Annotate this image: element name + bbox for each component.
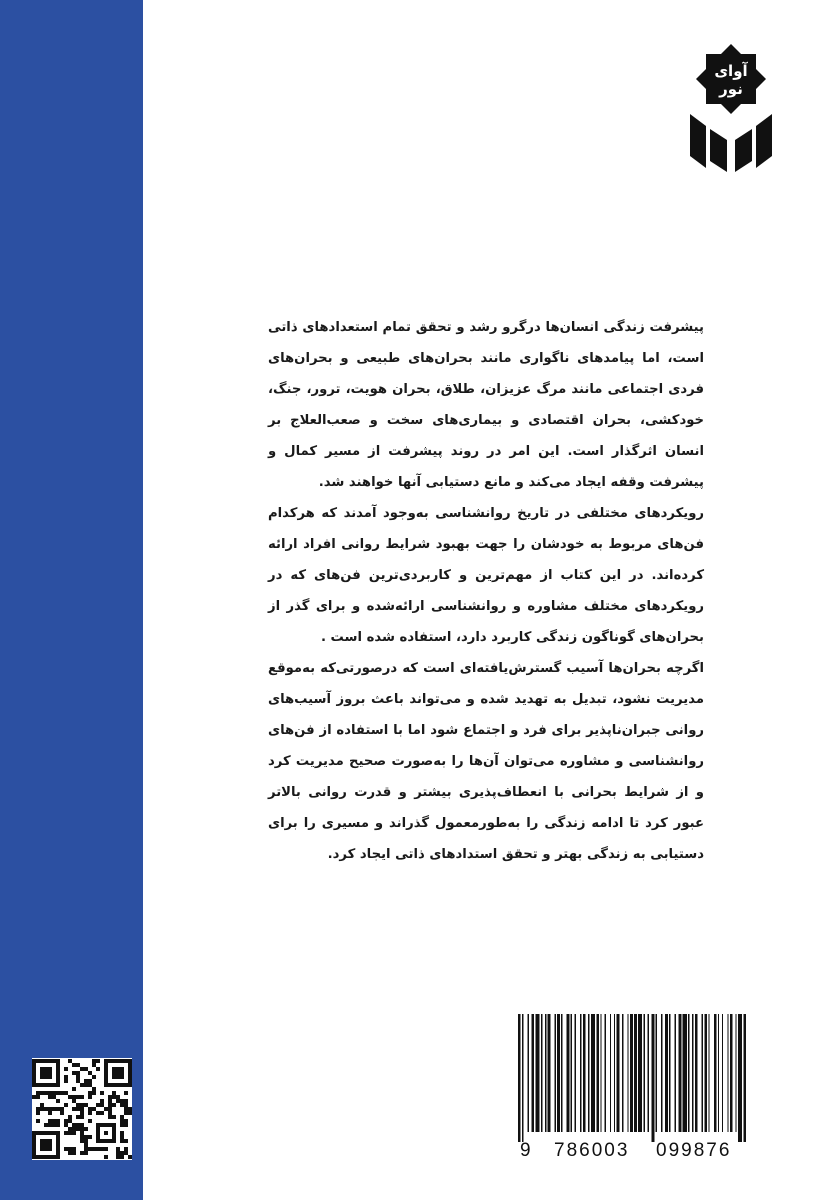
barcode-bars-icon (508, 1014, 754, 1142)
blurb-paragraph-1: پیشرفت زندگی انسان‌ها درگرو رشد و تحقق تمام استعدادهای ذاتی است، اما پیامدهای ناگواری مانند بحران‌های طبیعی و بحران‌های فردی اجتماعی مانند مرگ عزیزان، طلاق، بحران هویت، ترور، جنگ، خودکشی، بحران اقتصادی و بیماری‌های سخت و صعب‌العلاج بر انسان اثرگذار است. این امر در روند پیشرفت از مسیر کمال و پیشرفت وقفه ایجاد می‌کند و مانع دستیابی آنها خواهند شد. (268, 320, 704, 490)
logo-word-avay: آوای (714, 62, 748, 80)
isbn-group-1: 786003 (554, 1140, 630, 1161)
back-cover-blurb (268, 312, 704, 870)
blurb-paragraph-3: اگرچه بحران‌ها آسیب گسترش‌یافته‌ای است که درصورتی‌که به‌موقع مدیریت نشود، تبدیل به تهدید شده و می‌تواند باعث بروز آسیب‌های روانی جبران‌ناپذیر برای فرد و اجتماع شود اما با استفاده از فن‌های روانشناسی و مشاوره می‌توان آن‌ها را به‌صورت صحیح مدیریت کرد و از شرایط بحرانی با انعطاف‌پذیری بیشتر و قدرت روانی بالاتر عبور کرد تا ادامه زندگی را به‌طورمعمول گذراند و مسیری را برای دستیابی به زندگی بهتر و تحقق استدادهای ذاتی ایجاد کرد. (268, 661, 704, 862)
publisher-logo-icon (686, 40, 776, 172)
blurb-paragraph-2: رویکردهای مختلفی در تاریخ روانشناسی به‌وجود آمدند که هرکدام فن‌های مربوط به خودشان را جهت بهبود شرایط روانی افراد ارائه کرده‌اند. در این کتاب از مهم‌ترین و کاربردی‌ترین فن‌های که در رویکردهای مختلف مشاوره و روانشناسی ارائه‌شده و برای گذر از بحران‌های گوناگون زندگی کاربرد دارد، استفاده شده است . (268, 506, 704, 645)
isbn-lead-digit: 9 (520, 1140, 532, 1161)
isbn-group-2: 099876 (656, 1140, 732, 1161)
qr-code-icon (32, 1058, 132, 1160)
isbn-number (508, 1140, 754, 1164)
logo-word-noor: نور (719, 80, 743, 98)
blue-spine-band (0, 0, 143, 1200)
